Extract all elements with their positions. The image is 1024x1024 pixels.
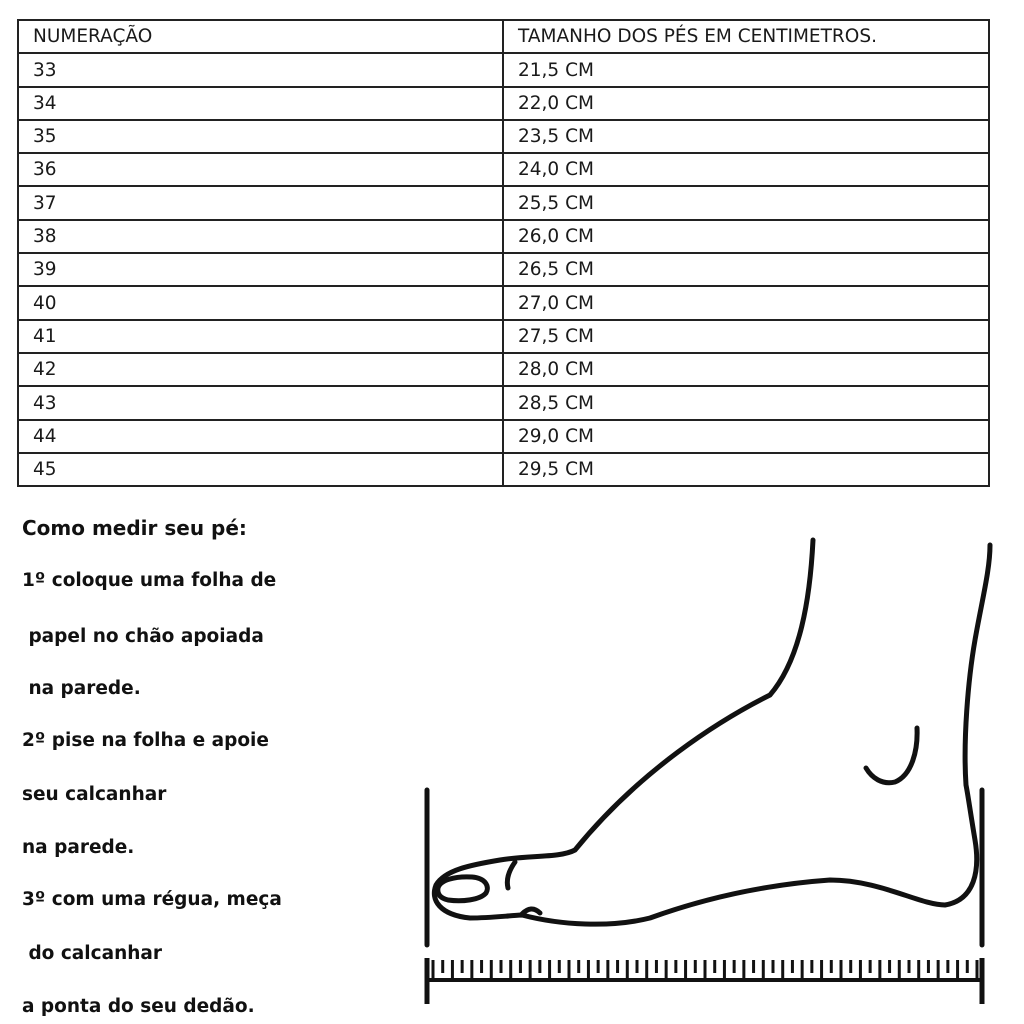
foot-length: 23,5 CM [503, 120, 989, 153]
size-number: 41 [18, 320, 503, 353]
instruction-step-1: 1º coloque uma folha de [22, 570, 277, 591]
size-number: 37 [18, 186, 503, 219]
foot-length: 27,0 CM [503, 286, 989, 319]
table-row [18, 153, 989, 186]
table-row [18, 386, 989, 419]
instruction-step-1-cont: na parede. [22, 678, 141, 699]
foot-length: 29,0 CM [503, 420, 989, 453]
instruction-step-3: 3º com uma régua, meça [22, 889, 282, 910]
size-number: 45 [18, 453, 503, 486]
instruction-step-2-cont: na parede. [22, 837, 135, 858]
table-row [18, 420, 989, 453]
foot-length: 24,0 CM [503, 153, 989, 186]
table-row [18, 253, 989, 286]
table-row [18, 353, 989, 386]
instructions-title: Como medir seu pé: [22, 516, 247, 540]
size-number: 33 [18, 53, 503, 86]
foot-length: 25,5 CM [503, 186, 989, 219]
table-row [18, 320, 989, 353]
table-header-row [18, 20, 989, 53]
foot-length: 28,5 CM [503, 386, 989, 419]
size-number: 43 [18, 386, 503, 419]
instruction-step-3-cont: a ponta do seu dedão. [22, 996, 255, 1017]
shoe-size-table [17, 19, 990, 487]
size-number: 42 [18, 353, 503, 386]
foot-length: 26,0 CM [503, 220, 989, 253]
instruction-step-2-cont: seu calcanhar [22, 784, 167, 805]
size-number: 38 [18, 220, 503, 253]
foot-length: 28,0 CM [503, 353, 989, 386]
table-row [18, 220, 989, 253]
size-number: 36 [18, 153, 503, 186]
foot-length: 29,5 CM [503, 453, 989, 486]
ruler-icon [427, 958, 982, 1004]
foot-length: 22,0 CM [503, 87, 989, 120]
instruction-step-3-cont: do calcanhar [22, 943, 163, 964]
size-number: 40 [18, 286, 503, 319]
column-header-numeracao: NUMERAÇÃO [18, 20, 503, 53]
size-number: 35 [18, 120, 503, 153]
column-header-tamanho: TAMANHO DOS PÉS EM CENTIMETROS. [503, 20, 989, 53]
foot-length: 21,5 CM [503, 53, 989, 86]
size-number: 34 [18, 87, 503, 120]
table-row [18, 87, 989, 120]
table-row [18, 186, 989, 219]
table-row [18, 53, 989, 86]
foot-measurement-icon [410, 530, 1000, 1010]
size-number: 39 [18, 253, 503, 286]
table-row [18, 453, 989, 486]
foot-length: 26,5 CM [503, 253, 989, 286]
instruction-step-1-cont: papel no chão apoiada [22, 626, 264, 647]
instruction-step-2: 2º pise na folha e apoie [22, 730, 269, 751]
table-row [18, 286, 989, 319]
foot-length: 27,5 CM [503, 320, 989, 353]
size-number: 44 [18, 420, 503, 453]
table-row [18, 120, 989, 153]
